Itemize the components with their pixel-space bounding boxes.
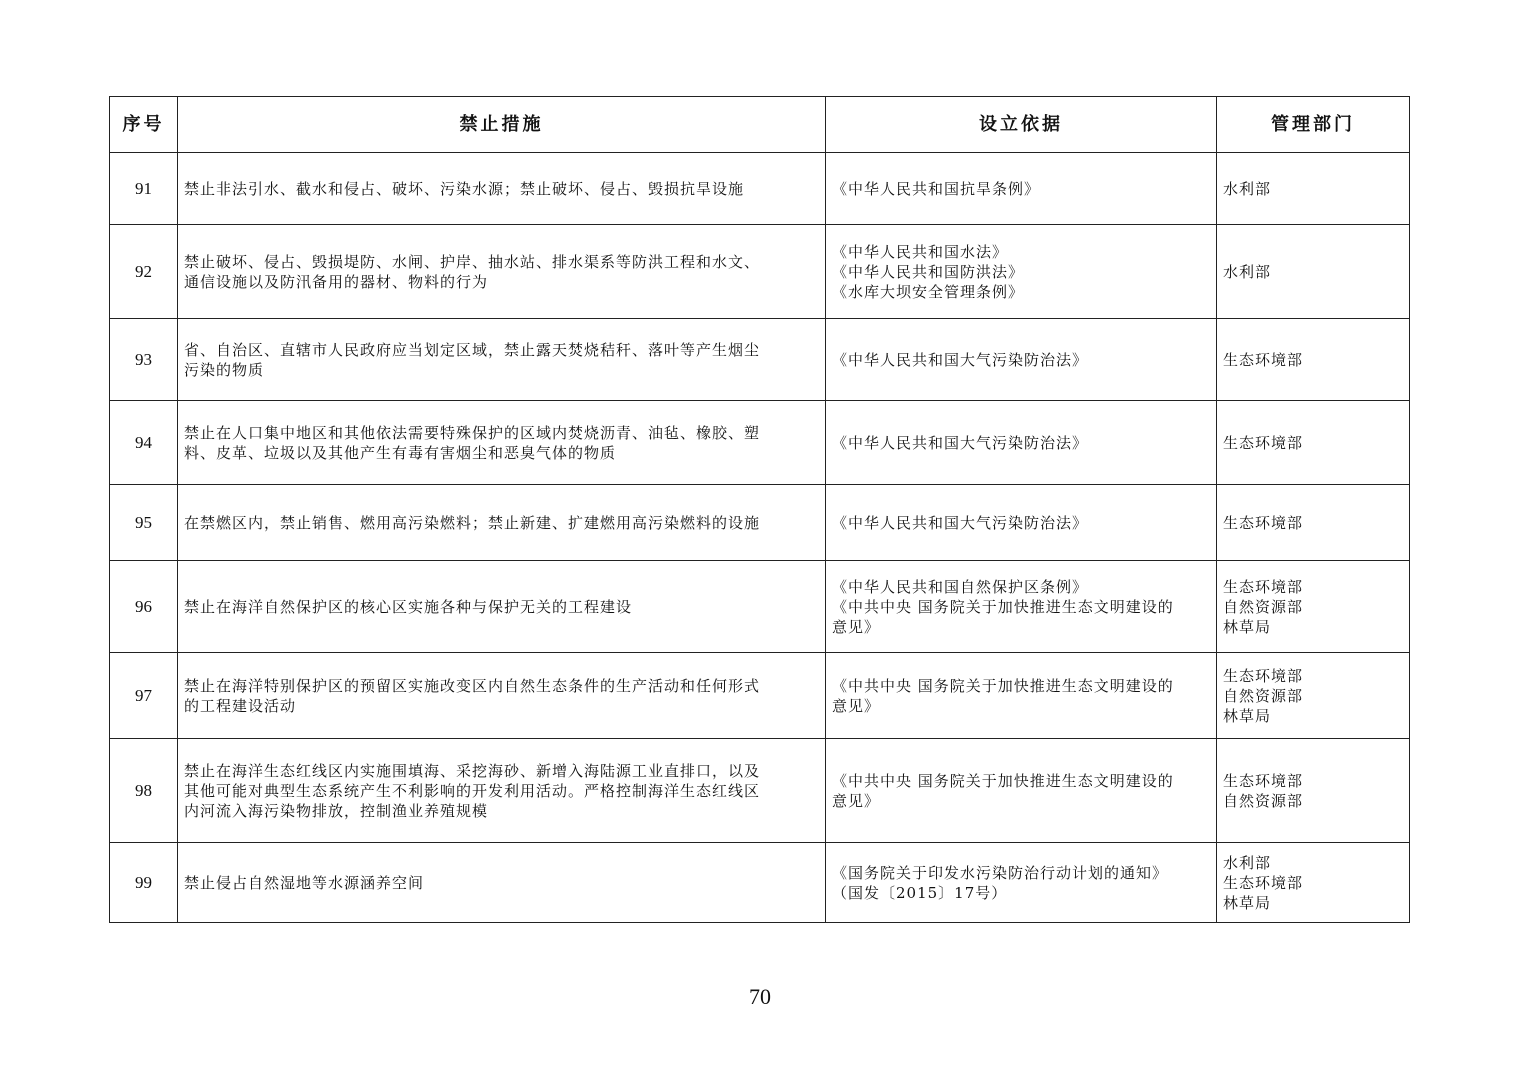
dept-cell <box>1217 653 1410 739</box>
dept-line: 自然资源部 <box>1223 597 1304 616</box>
dept-line: 生态环境部 <box>1223 513 1304 532</box>
table-header-row <box>110 97 1410 153</box>
table-row <box>110 485 1410 561</box>
basis-cell <box>826 225 1217 319</box>
measure-cell <box>178 153 826 225</box>
basis-line: 《中共中央 国务院关于加快推进生态文明建设的 <box>832 676 1174 695</box>
basis-line: 《中共中央 国务院关于加快推进生态文明建设的 <box>832 771 1174 790</box>
measure-cell <box>178 653 826 739</box>
dept-cell <box>1217 225 1410 319</box>
row-number: 98 <box>110 739 178 843</box>
measure-line: 污染的物质 <box>184 360 265 379</box>
dept-cell <box>1217 739 1410 843</box>
dept-line: 林草局 <box>1223 893 1272 912</box>
basis-cell <box>826 401 1217 485</box>
basis-line: 《中华人民共和国大气污染防治法》 <box>832 433 1089 452</box>
measure-line: 禁止在海洋生态红线区内实施围填海、采挖海砂、新增入海陆源工业直排口，以及 <box>184 761 761 780</box>
row-number: 96 <box>110 561 178 653</box>
basis-line: 《中华人民共和国大气污染防治法》 <box>832 513 1089 532</box>
measure-line: 禁止破坏、侵占、毁损堤防、水闸、护岸、抽水站、排水渠系等防洪工程和水文、 <box>184 252 761 271</box>
basis-line: 《水库大坝安全管理条例》 <box>832 282 1025 301</box>
measure-line: 禁止在人口集中地区和其他依法需要特殊保护的区域内焚烧沥青、油毡、橡胶、塑 <box>184 423 761 442</box>
basis-line: 意见》 <box>832 696 881 715</box>
table-row <box>110 319 1410 401</box>
measure-cell <box>178 485 826 561</box>
measure-line: 禁止在海洋特别保护区的预留区实施改变区内自然生态条件的生产活动和任何形式 <box>184 676 761 695</box>
measure-cell <box>178 561 826 653</box>
basis-line: 意见》 <box>832 617 881 636</box>
basis-line: 《中华人民共和国防洪法》 <box>832 262 1025 281</box>
dept-line: 生态环境部 <box>1223 350 1304 369</box>
basis-line: 《中共中央 国务院关于加快推进生态文明建设的 <box>832 597 1174 616</box>
header-no: 序号 <box>110 97 178 153</box>
table-row <box>110 401 1410 485</box>
measure-line: 禁止非法引水、截水和侵占、破坏、污染水源；禁止破坏、侵占、毁损抗旱设施 <box>184 179 745 198</box>
dept-cell <box>1217 401 1410 485</box>
dept-cell <box>1217 153 1410 225</box>
measure-line: 通信设施以及防汛备用的器材、物料的行为 <box>184 272 489 291</box>
measure-line: 禁止侵占自然湿地等水源涵养空间 <box>184 873 425 892</box>
row-number: 97 <box>110 653 178 739</box>
dept-line: 水利部 <box>1223 262 1272 281</box>
dept-line: 生态环境部 <box>1223 577 1304 596</box>
measure-line: 内河流入海污染物排放，控制渔业养殖规模 <box>184 801 489 820</box>
measure-cell <box>178 739 826 843</box>
basis-line: 《中华人民共和国水法》 <box>832 242 1009 261</box>
table-row <box>110 653 1410 739</box>
basis-line: 意见》 <box>832 791 881 810</box>
row-number: 99 <box>110 843 178 923</box>
basis-cell <box>826 153 1217 225</box>
table-row <box>110 843 1410 923</box>
dept-line: 自然资源部 <box>1223 686 1304 705</box>
measure-line: 料、皮革、垃圾以及其他产生有毒有害烟尘和恶臭气体的物质 <box>184 443 617 462</box>
table-row <box>110 153 1410 225</box>
row-number: 92 <box>110 225 178 319</box>
dept-cell <box>1217 485 1410 561</box>
row-number: 95 <box>110 485 178 561</box>
row-number: 91 <box>110 153 178 225</box>
measure-line: 禁止在海洋自然保护区的核心区实施各种与保护无关的工程建设 <box>184 597 633 616</box>
measure-line: 的工程建设活动 <box>184 696 297 715</box>
header-measure: 禁止措施 <box>178 97 826 153</box>
measure-cell <box>178 401 826 485</box>
page-number: 70 <box>749 984 771 1009</box>
measure-line: 其他可能对典型生态系统产生不利影响的开发利用活动。严格控制海洋生态红线区 <box>184 781 761 800</box>
dept-line: 水利部 <box>1223 853 1272 872</box>
dept-line: 生态环境部 <box>1223 771 1304 790</box>
basis-cell <box>826 843 1217 923</box>
basis-cell <box>826 653 1217 739</box>
measure-line: 省、自治区、直辖市人民政府应当划定区域，禁止露天焚烧秸秆、落叶等产生烟尘 <box>184 340 761 359</box>
basis-line: 《中华人民共和国抗旱条例》 <box>832 179 1041 198</box>
basis-line: 《中华人民共和国大气污染防治法》 <box>832 350 1089 369</box>
header-dept: 管理部门 <box>1217 97 1410 153</box>
table-row <box>110 739 1410 843</box>
measure-cell <box>178 319 826 401</box>
basis-cell <box>826 319 1217 401</box>
dept-cell <box>1217 561 1410 653</box>
basis-cell <box>826 561 1217 653</box>
table-body <box>110 153 1410 923</box>
dept-cell <box>1217 843 1410 923</box>
row-number: 94 <box>110 401 178 485</box>
dept-line: 自然资源部 <box>1223 791 1304 810</box>
basis-line: 《国务院关于印发水污染防治行动计划的通知》 <box>832 863 1169 882</box>
header-basis: 设立依据 <box>826 97 1217 153</box>
dept-line: 生态环境部 <box>1223 666 1304 685</box>
dept-line: 生态环境部 <box>1223 873 1304 892</box>
table-row <box>110 225 1410 319</box>
basis-cell <box>826 485 1217 561</box>
row-number: 93 <box>110 319 178 401</box>
basis-cell <box>826 739 1217 843</box>
table-row <box>110 561 1410 653</box>
basis-line: 《中华人民共和国自然保护区条例》 <box>832 577 1089 596</box>
measure-cell <box>178 843 826 923</box>
dept-line: 林草局 <box>1223 706 1272 725</box>
dept-line: 水利部 <box>1223 179 1272 198</box>
measure-cell <box>178 225 826 319</box>
dept-cell <box>1217 319 1410 401</box>
dept-line: 生态环境部 <box>1223 433 1304 452</box>
dept-line: 林草局 <box>1223 617 1272 636</box>
basis-line: （国发〔2015〕17号） <box>832 883 1008 902</box>
regulation-table <box>109 96 1410 923</box>
measure-line: 在禁燃区内，禁止销售、燃用高污染燃料；禁止新建、扩建燃用高污染燃料的设施 <box>184 513 761 532</box>
